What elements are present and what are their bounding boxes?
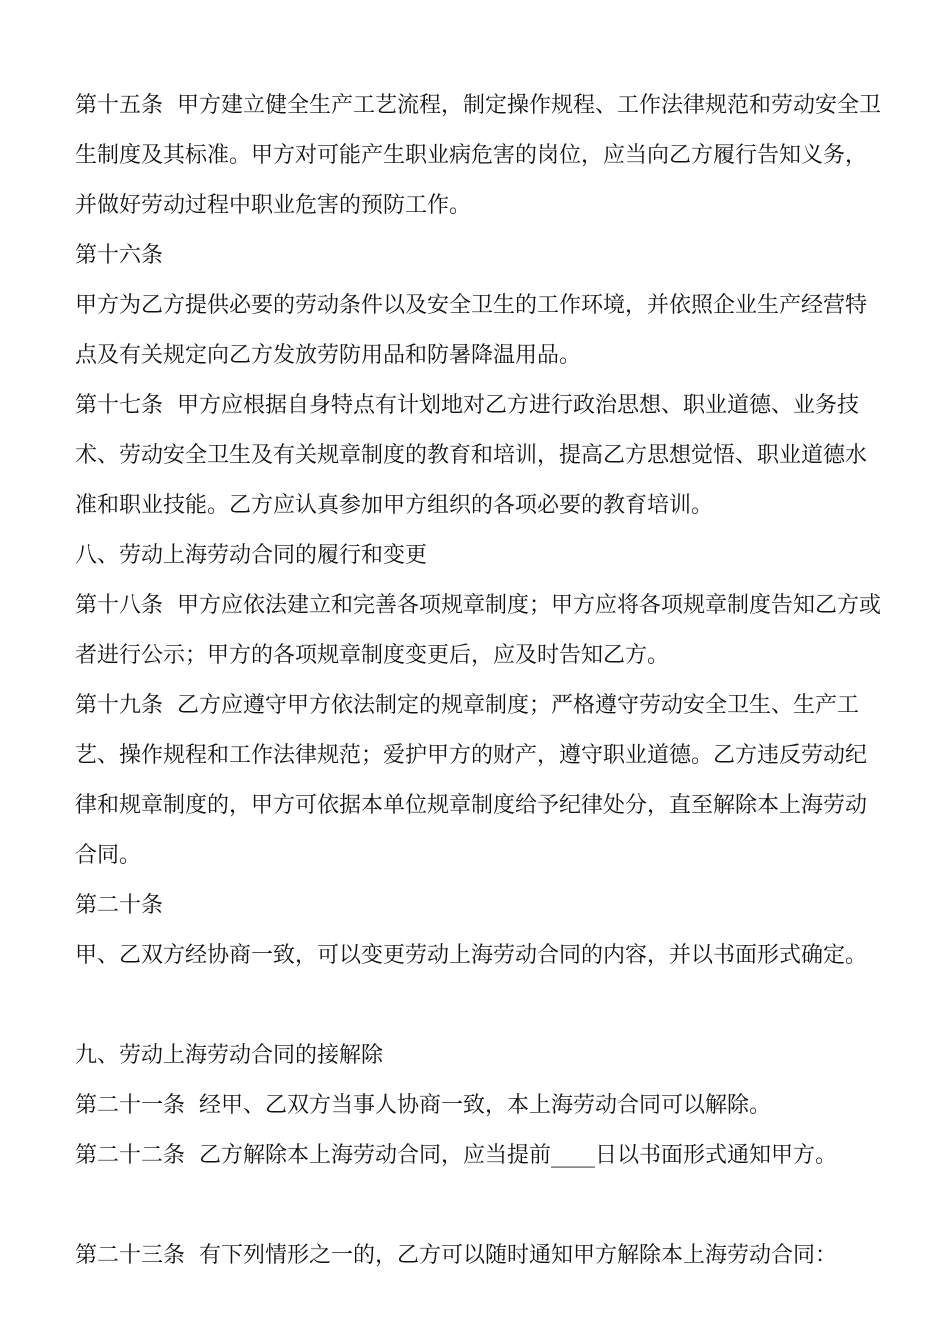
article-19-paragraph: 第十九条 乙方应遵守甲方依法制定的规章制度；严格遵守劳动安全卫生、生产工艺、操作规程和工作法律规范；爱护甲方的财产，遵守职业道德。乙方违反劳动纪律和规章制度的，甲方可依据本单位规章制度给予纪律处分，直至解除本上海劳动合同。 [75, 693, 868, 868]
article-21-paragraph: 第二十一条 经甲、乙双方当事人协商一致，本上海劳动合同可以解除。 [75, 1093, 771, 1118]
section-8-heading: 八、劳动上海劳动合同的履行和变更 [75, 543, 428, 568]
article-23-paragraph: 第二十三条 有下列情形之一的，乙方可以随时通知甲方解除本上海劳动合同： [75, 1243, 837, 1268]
section-9-heading: 九、劳动上海劳动合同的接解除 [75, 1043, 384, 1068]
article-16-heading: 第十六条 [75, 243, 164, 268]
blank-line [75, 981, 885, 1031]
article-20-paragraph: 甲、乙双方经协商一致，可以变更劳动上海劳动合同的内容，并以书面形式确定。 [75, 943, 868, 968]
article-18-paragraph: 第十八条 甲方应依法建立和完善各项规章制度；甲方应将各项规章制度告知乙方或者进行公示；甲方的各项规章制度变更后，应及时告知乙方。 [75, 593, 881, 668]
article-17-paragraph: 第十七条 甲方应根据自身特点有计划地对乙方进行政治思想、职业道德、业务技术、劳动安全卫生及有关规章制度的教育和培训，提高乙方思想觉悟、职业道德水准和职业技能。乙方应认真参加甲方组织的各项必要的教育培训。 [75, 393, 868, 518]
article-15-paragraph: 第十五条 甲方建立健全生产工艺流程，制定操作规程、工作法律规范和劳动安全卫生制度及其标准。甲方对可能产生职业病危害的岗位，应当向乙方履行告知义务，并做好劳动过程中职业危害的预防工作。 [75, 93, 881, 218]
article-22-paragraph: 第二十二条 乙方解除本上海劳动合同，应当提前____日以书面形式通知甲方。 [75, 1143, 837, 1168]
blank-line [75, 1181, 885, 1231]
article-16-paragraph: 甲方为乙方提供必要的劳动条件以及安全卫生的工作环境，并依照企业生产经营特点及有关规定向乙方发放劳防用品和防暑降温用品。 [75, 293, 868, 368]
document-page [75, 81, 885, 1281]
article-20-heading: 第二十条 [75, 893, 164, 918]
